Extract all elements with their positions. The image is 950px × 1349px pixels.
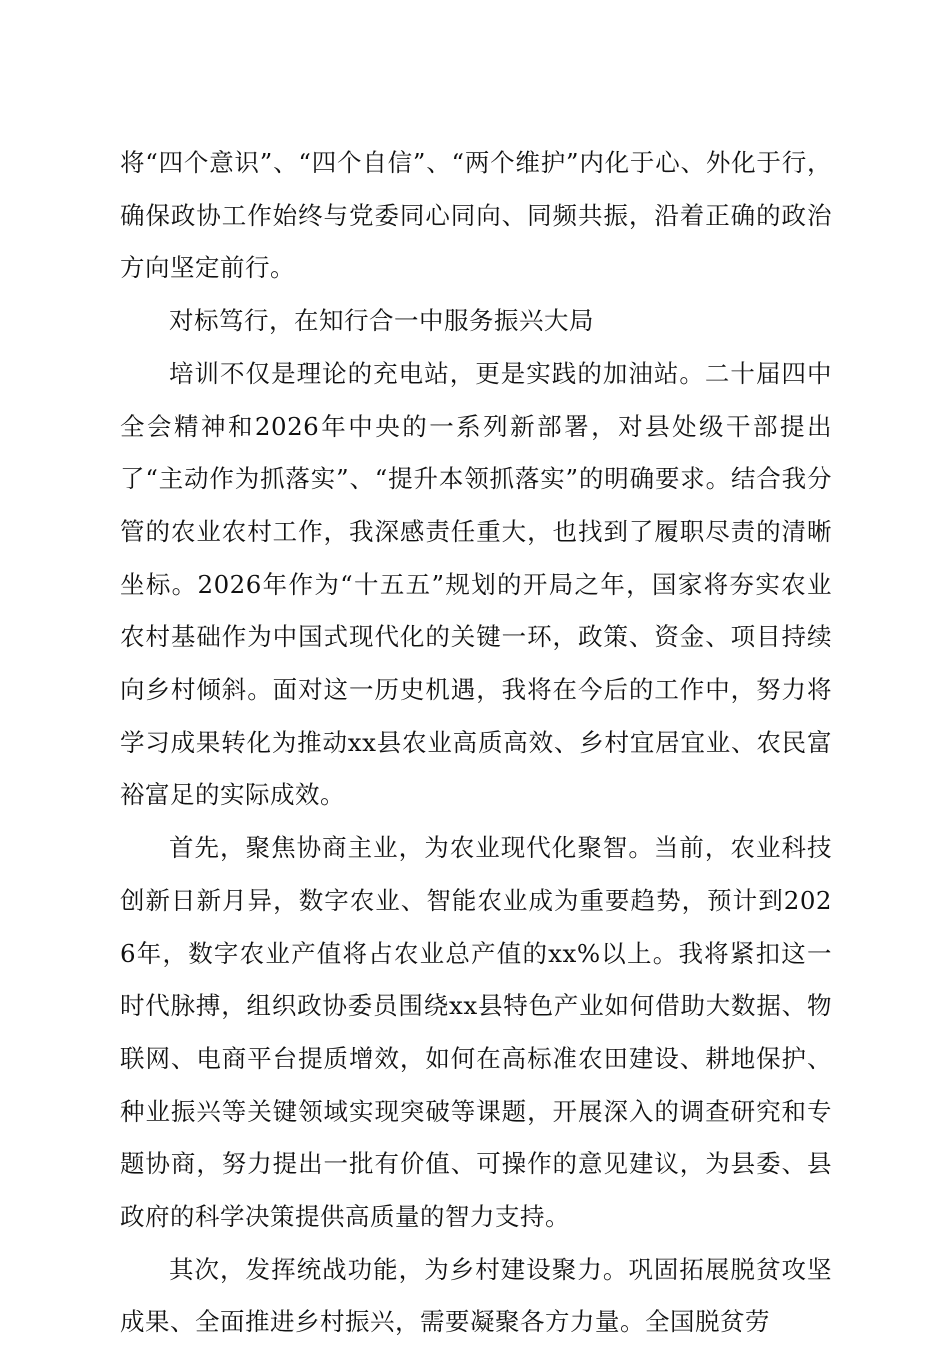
document-body: [120, 137, 832, 1349]
paragraph-training: 培训不仅是理论的充电站，更是实践的加油站。二十届四中全会精神和2026年中央的一系列新部署，对县处级干部提出了“主动作为抓落实”、“提升本领抓落实”的明确要求。结合我分管的农业农村工作，我深感责任重大，也找到了履职尽责的清晰坐标。2026年作为“十五五”规划的开局之年，国家将夯实农业农村基础作为中国式现代化的关键一环，政策、资金、项目持续向乡村倾斜。面对这一历史机遇，我将在今后的工作中，努力将学习成果转化为推动xx县农业高质高效、乡村宜居宜业、农民富裕富足的实际成效。: [120, 358, 832, 810]
paragraph-continuation: 将“四个意识”、“四个自信”、“两个维护”内化于心、外化于行，确保政协工作始终与党委同心同向、同频共振，沿着正确的政治方向坚定前行。: [120, 148, 832, 283]
section-heading: 对标笃行，在知行合一中服务振兴大局: [169, 306, 594, 336]
paragraph-first-point: 首先，聚焦协商主业，为农业现代化聚智。当前，农业科技创新日新月异，数字农业、智能农业成为重要趋势，预计到2026年，数字农业产值将占农业总产值的xx%以上。我将紧扣这一时代脉搏，组织政协委员围绕xx县特色产业如何借助大数据、物联网、电商平台提质增效，如何在高标准农田建设、耕地保护、种业振兴等关键领域实现突破等课题，开展深入的调查研究和专题协商，努力提出一批有价值、可操作的意见建议，为县委、县政府的科学决策提供高质量的智力支持。: [120, 833, 832, 1232]
paragraph-second-point: 其次，发挥统战功能，为乡村建设聚力。巩固拓展脱贫攻坚成果、全面推进乡村振兴，需要凝聚各方力量。全国脱贫劳: [120, 1254, 832, 1337]
